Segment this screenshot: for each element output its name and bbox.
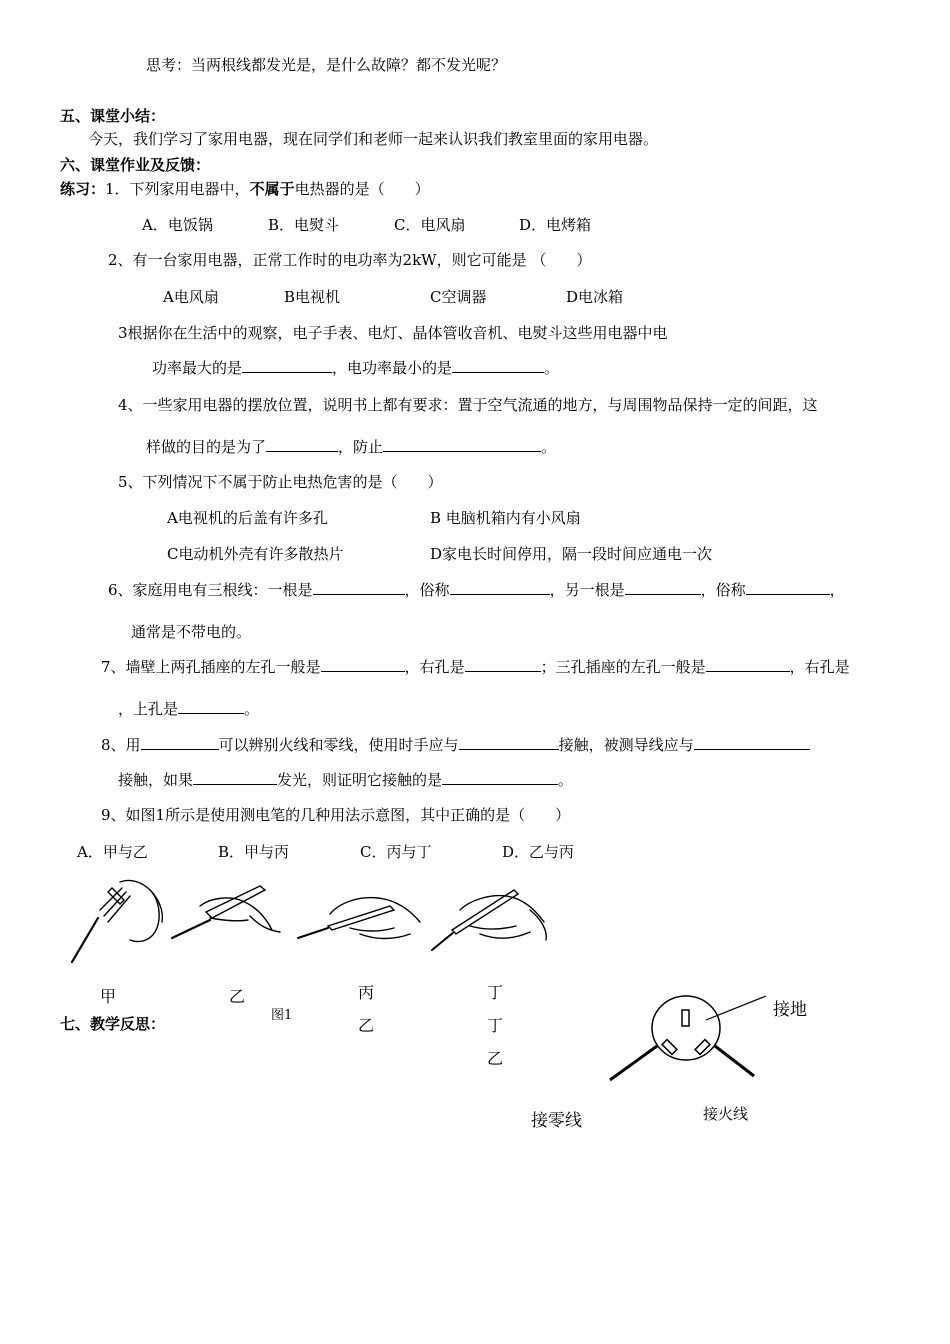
hand-sketch-d	[432, 890, 546, 950]
q5-option-c: C电动机外壳有许多散热片	[167, 545, 344, 563]
section-7-title: 七、教学反思：	[60, 1015, 166, 1033]
question-7-line-2: ，上孔是 。	[118, 700, 260, 718]
question-5: 5、下列情况下不属于防止电热危害的是（ ）	[118, 473, 443, 491]
three-hole-socket-diagram	[600, 990, 780, 1090]
question-7-line-1: 7、墙壁上两孔插座的左孔一般是 ，右孔是 ；三孔插座的左孔一般是 ，右孔是	[101, 658, 850, 676]
q9-option-a: A．甲与乙	[77, 843, 148, 861]
question-3-line-2: 功率最大的是 ，电功率最小的是 。	[152, 359, 560, 377]
figure-label-extra: 丁	[487, 1016, 504, 1035]
answer-blank[interactable]	[746, 580, 830, 595]
hand-sketch-a	[72, 880, 162, 962]
exercise-label: 练习：	[60, 180, 106, 198]
figure-label-extra: 乙	[487, 1049, 504, 1068]
figure-label-bing: 丙	[358, 983, 375, 1002]
section-6-title: 六、课堂作业及反馈：	[60, 156, 211, 174]
q2-option-b: B电视机	[284, 288, 341, 306]
answer-blank[interactable]	[625, 580, 701, 595]
hand-sketch-c	[298, 898, 420, 939]
question-6-line-1: 6、家庭用电有三根线：一根是 ，俗称 ，另一根是 ，俗称 ，	[108, 581, 845, 599]
answer-blank[interactable]	[266, 437, 338, 452]
q9-option-d: D．乙与丙	[502, 843, 575, 861]
socket-outline	[652, 996, 720, 1060]
q1-option-b: B．电熨斗	[268, 216, 340, 234]
figure-label-yi: 乙	[229, 987, 246, 1006]
q1-option-a: A．电饭锅	[142, 216, 213, 234]
answer-blank[interactable]	[459, 735, 559, 750]
figure-label-ding: 丁	[487, 983, 504, 1002]
ground-pointer	[706, 996, 766, 1020]
socket-label-live: 接火线	[703, 1105, 749, 1123]
question-9: 9、如图1所示是使用测电笔的几种用法示意图，其中正确的是（ ）	[101, 806, 571, 824]
answer-blank[interactable]	[452, 358, 544, 373]
answer-blank[interactable]	[450, 580, 550, 595]
think-question: 思考：当两根线都发光是，是什么故障？都不发光呢？	[146, 56, 507, 74]
figure-caption: 图1	[271, 1008, 293, 1023]
question-8-line-2: 接触，如果 发光，则证明它接触的是 。	[118, 771, 574, 789]
answer-blank[interactable]	[321, 657, 405, 672]
live-wire	[715, 1046, 754, 1076]
q5-option-a: A电视机的后盖有许多孔	[167, 509, 328, 527]
question-6-line-2: 通常是不带电的。	[131, 623, 252, 641]
q2-option-d: D电冰箱	[566, 288, 624, 306]
question-4-line-1: 4、一些家用电器的摆放位置，说明书上都有要求：置于空气流通的地方，与周围物品保持一定的间距，这	[118, 396, 818, 414]
figure-label-jia: 甲	[100, 987, 117, 1006]
answer-blank[interactable]	[706, 657, 790, 672]
answer-blank[interactable]	[242, 358, 332, 373]
q9-option-b: B．甲与丙	[218, 843, 290, 861]
q1-text-b: 电热器的是（ ）	[294, 180, 430, 198]
q1-text-a: 1．下列家用电器中，	[105, 180, 250, 198]
question-4-line-2: 样做的目的是为了 ，防止 。	[146, 438, 557, 456]
answer-blank[interactable]	[193, 770, 277, 785]
ground-hole	[682, 1010, 689, 1026]
q5-option-b: B 电脑机箱内有小风扇	[430, 509, 581, 527]
answer-blank[interactable]	[694, 735, 810, 750]
hand-sketch-b	[172, 886, 280, 938]
answer-blank[interactable]	[141, 735, 219, 750]
figure-1-test-pen-usage	[60, 870, 560, 970]
q2-option-a: A电风扇	[163, 288, 219, 306]
question-2: 2、有一台家用电器，正常工作时的电功率为2kW，则它可能是 （ ）	[108, 251, 592, 269]
figure-label-extra: 乙	[358, 1016, 375, 1035]
socket-label-ground: 接地	[773, 1000, 807, 1020]
answer-blank[interactable]	[178, 699, 244, 714]
answer-blank[interactable]	[442, 770, 558, 785]
section-5-body: 今天，我们学习了家用电器，现在同学们和老师一起来认识我们教室里面的家用电器。	[88, 130, 659, 148]
answer-blank[interactable]	[465, 657, 541, 672]
question-3-line-1: 3根据你在生活中的观察，电子手表、电灯、晶体管收音机、电熨斗这些用电器中电	[118, 324, 668, 342]
q1-option-d: D．电烤箱	[519, 216, 592, 234]
q9-option-c: C．丙与丁	[360, 843, 432, 861]
answer-blank[interactable]	[313, 580, 405, 595]
section-5-title: 五、课堂小结：	[60, 107, 166, 125]
q1-emphasis: 不属于	[249, 180, 295, 198]
question-1	[60, 179, 430, 199]
socket-label-neutral: 接零线	[531, 1111, 582, 1131]
question-8-line-1: 8、用 可以辨别火线和零线，使用时手应与 接触，被测导线应与	[101, 735, 810, 755]
neutral-wire	[610, 1046, 657, 1080]
q2-option-c: C空调器	[430, 288, 487, 306]
q1-option-c: C．电风扇	[394, 216, 466, 234]
answer-blank[interactable]	[383, 437, 541, 452]
q5-option-d: D家电长时间停用，隔一段时间应通电一次	[430, 545, 713, 563]
